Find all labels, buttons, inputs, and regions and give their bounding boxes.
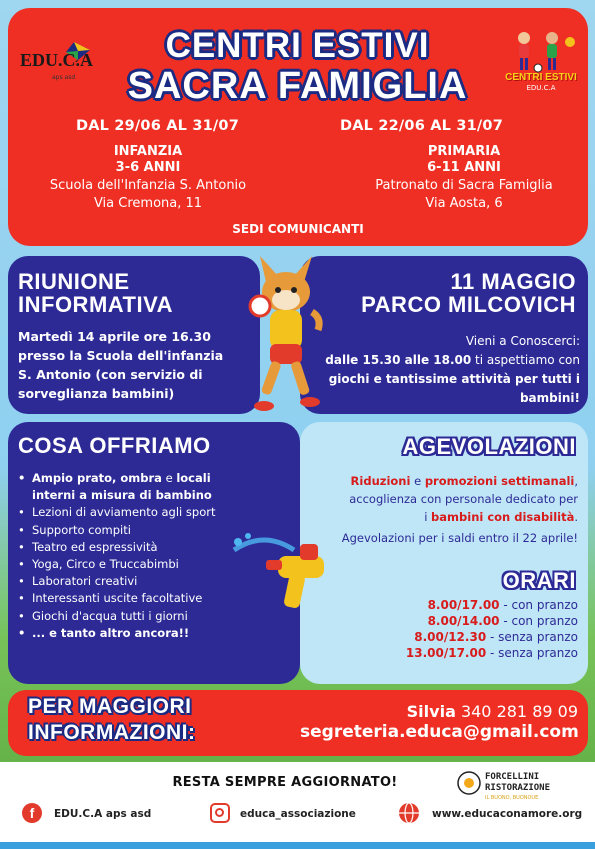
website-link[interactable]: www.educaconamore.org xyxy=(432,808,583,820)
hours-row xyxy=(300,630,578,646)
offer-item xyxy=(18,470,288,487)
offer-item: interni a misura di bambino xyxy=(32,488,212,503)
fox-mascot-illustration xyxy=(240,252,330,422)
offer-item: • Lezioni di avviamento agli sport xyxy=(18,504,288,521)
hours-desc: - senza pranzo xyxy=(486,630,578,644)
meeting-line-1: Martedì 14 aprile ore 16.30 xyxy=(18,329,211,344)
hours-desc: - senza pranzo xyxy=(486,646,578,660)
centri-estivi-logo-text: CENTRI ESTIVI xyxy=(505,72,577,83)
primaria-ages: 6-11 ANNI xyxy=(427,160,501,175)
benefits-i: i xyxy=(424,510,432,524)
benefits-promotions: promozioni settimanali xyxy=(424,474,575,488)
hours-time: 8.00/17.00 xyxy=(427,598,500,612)
meeting-line-2: presso la Scuola dell'infanzia xyxy=(18,348,224,363)
sponsor-sun-icon xyxy=(456,770,482,796)
hours-row xyxy=(300,646,578,662)
primaria-address: Via Aosta, 6 xyxy=(425,196,503,211)
hours-desc: - con pranzo xyxy=(499,614,578,628)
hours-title: ORARI xyxy=(502,568,576,593)
infanzia-dates: DAL 29/06 AL 31/07 xyxy=(76,118,240,134)
benefits-line-2: accoglienza con personale dedicato per xyxy=(349,492,578,506)
footer-bottom-bar xyxy=(0,842,595,849)
infanzia-school: Scuola dell'Infanzia S. Antonio xyxy=(49,178,247,193)
sponsor-name-1: FORCELLINI xyxy=(485,772,540,782)
offer-item: • Giochi d'acqua tutti i giorni xyxy=(18,608,288,625)
event-title-2: PARCO MILCOVICH xyxy=(361,292,576,317)
primaria-dates: DAL 22/06 AL 31/07 xyxy=(340,118,504,134)
event-line-3: giochi e tantissime attività per tutti i xyxy=(328,372,580,386)
hours-row xyxy=(300,614,578,630)
offer-item-more: • ... e tanto altro ancora!! xyxy=(18,625,288,642)
offer-item-1a: Ampio prato, ombra xyxy=(32,471,162,485)
benefits-line-1 xyxy=(300,473,578,490)
meeting-title-2: INFORMATIVA xyxy=(18,292,173,317)
sponsor-name-2: RISTORAZIONE xyxy=(485,783,551,793)
contact-phone-number: 340 281 89 09 xyxy=(455,702,578,721)
benefits-line-3 xyxy=(300,509,578,526)
benefits-reductions: Riduzioni xyxy=(350,474,411,488)
sponsor-name xyxy=(485,772,550,794)
benefits-line-4: Agevolazioni per i saldi entro il 22 aprile! xyxy=(341,531,578,545)
offer-item: • Interessanti uscite facoltative xyxy=(18,590,288,607)
event-time: dalle 15.30 alle 18.00 xyxy=(325,353,472,367)
primaria-school: Patronato di Sacra Famiglia xyxy=(375,178,553,193)
facebook-link[interactable]: EDU.C.A aps asd xyxy=(54,808,152,820)
hours-time: 8.00/14.00 xyxy=(427,614,500,628)
offer-item-1c: locali xyxy=(176,471,211,485)
event-line-2-rest: ti aspettiamo con xyxy=(471,353,580,367)
educa-logo-text: EDU.C.A xyxy=(20,50,94,70)
primaria-level: PRIMARIA xyxy=(427,144,501,159)
more-info-title xyxy=(28,694,195,746)
benefits-and: e xyxy=(410,474,425,488)
hours-time: 8.00/12.30 xyxy=(414,630,487,644)
offer-item: • Supporto compiti xyxy=(18,522,288,539)
event-line-4: bambini! xyxy=(519,391,580,405)
centri-estivi-logo-sub: EDU.C.A xyxy=(526,84,556,92)
contact-name: Silvia xyxy=(406,702,456,721)
meeting-line-3: S. Antonio (con servizio di xyxy=(18,367,203,382)
sedi-comunicanti: SEDI COMUNICANTI xyxy=(232,222,364,236)
infanzia-address: Via Cremona, 11 xyxy=(93,196,203,211)
event-title-1: 11 MAGGIO xyxy=(450,269,576,294)
stay-updated-text: RESTA SEMPRE AGGIORNATO! xyxy=(172,775,398,790)
offer-item: • Yoga, Circo e Truccabimbi xyxy=(18,556,288,573)
benefits-dot: . xyxy=(574,510,578,524)
offer-title: COSA OFFRIAMO xyxy=(18,433,211,458)
more-info-line-2: INFORMAZIONI: xyxy=(28,721,196,744)
instagram-link[interactable]: educa_associazione xyxy=(240,808,356,820)
contact-email[interactable]: segreteria.educa@gmail.com xyxy=(300,722,579,742)
meeting-line-4: sorveglianza bambini) xyxy=(18,386,175,401)
offer-item-1b: e xyxy=(161,471,177,485)
benefits-comma: , xyxy=(574,474,578,488)
offer-item: • Teatro ed espressività xyxy=(18,539,288,556)
sponsor-tagline: IL BUONO, BUONOUE. xyxy=(485,795,540,801)
offer-item: • Laboratori creativi xyxy=(18,573,288,590)
hours-desc: - con pranzo xyxy=(499,598,578,612)
more-info-line-1: PER MAGGIORI xyxy=(28,695,192,718)
event-line-1: Vieni a Conoscerci: xyxy=(465,334,580,348)
title-line-1: CENTRI ESTIVI xyxy=(165,26,430,65)
educa-logo-sub: aps asd xyxy=(52,74,76,81)
infanzia-ages: 3-6 ANNI xyxy=(115,160,181,175)
infanzia-level: INFANZIA xyxy=(113,144,183,159)
benefits-disability: bambini con disabilità xyxy=(431,510,575,524)
globe-icon[interactable] xyxy=(398,802,420,824)
benefits-title: AGEVOLAZIONI xyxy=(402,434,576,459)
title-line-2: SACRA FAMIGLIA xyxy=(127,65,468,107)
facebook-icon[interactable]: f xyxy=(22,803,42,823)
hours-time: 13.00/17.00 xyxy=(405,646,487,660)
instagram-icon[interactable] xyxy=(210,803,230,823)
meeting-title-1: RIUNIONE xyxy=(18,269,130,294)
event-line-2 xyxy=(300,351,580,370)
hours-row xyxy=(300,598,578,614)
contact-phone[interactable] xyxy=(300,702,578,721)
